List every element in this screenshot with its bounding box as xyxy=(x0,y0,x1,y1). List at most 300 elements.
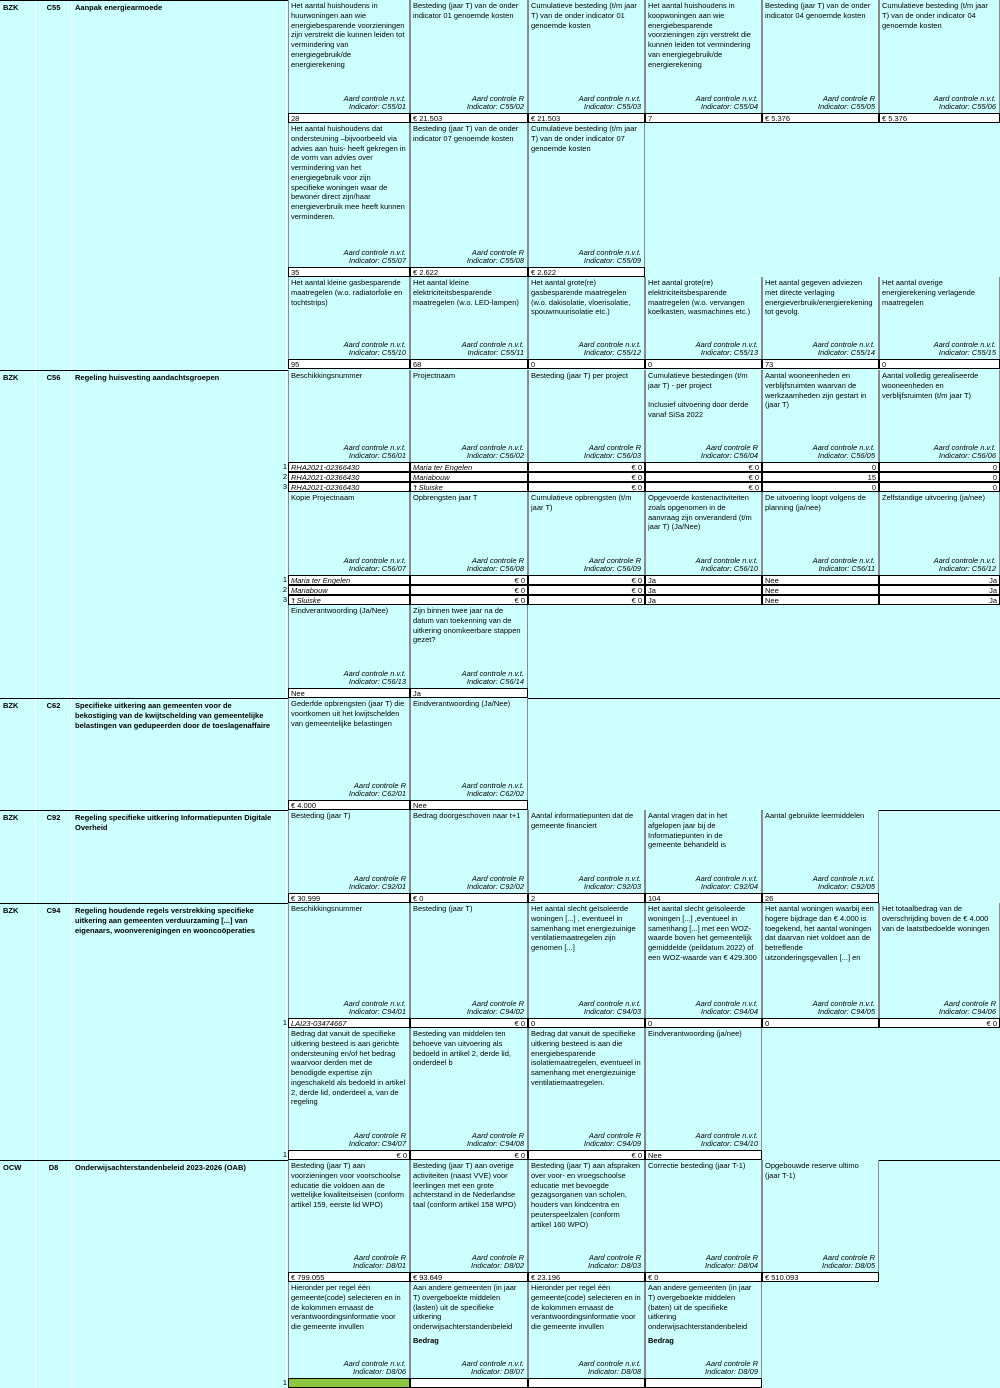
regulation-code: C55 xyxy=(36,1,72,370)
indicator-cell xyxy=(645,1028,762,1150)
indicator-description: Aan andere gemeenten (in jaar T) overgeboekte middelen (lasten) uit de specifieke uitkering onderwijsachterstandenbeleid xyxy=(413,1283,517,1331)
indicator-code: Indicator: C56/05 xyxy=(817,451,875,461)
control-type: Aard controle R xyxy=(353,1131,406,1141)
indicator-description: Hieronder per regel één gemeente(code) selecteren en in de kolommen ernaast de verantwoordingsinformatie voor die gemeente invullen xyxy=(531,1283,641,1331)
value-cell[interactable]: € 0 xyxy=(410,595,528,605)
regulation-code: C94 xyxy=(36,904,72,1160)
indicator-code: Indicator: C55/09 xyxy=(583,256,641,266)
indicator-description: Cumulatieve besteding (t/m jaar T) van de onder indicator 04 genoemde kosten xyxy=(882,1,988,30)
indicator-code: Indicator: C94/01 xyxy=(348,1007,406,1017)
indicator-description: Besteding (jaar T) aan afspraken over voor- en vroegschoolse educatie met bevoegde gezagsorganen van scholen, houders van kindcentra en peuterspeelzalen (conform artikel 160 WPO) xyxy=(531,1161,641,1229)
value-cell[interactable] xyxy=(528,1378,645,1388)
indicator-code: Indicator: C92/01 xyxy=(348,882,406,892)
control-type: Aard controle R xyxy=(588,556,641,566)
value-cell[interactable]: Nee xyxy=(288,688,410,698)
value-cell[interactable]: LAI23-03474667 xyxy=(288,1018,410,1028)
value-cell[interactable]: Maria ter Engelen xyxy=(410,462,528,472)
value-cell[interactable]: € 93.649 xyxy=(410,1272,528,1282)
control-type: Aard controle n.v.t. xyxy=(695,874,758,884)
value-cell[interactable]: 15 xyxy=(762,472,879,482)
indicator-code: Indicator: C55/06 xyxy=(938,102,996,112)
indicator-code: Indicator: C94/08 xyxy=(466,1139,524,1149)
indicator-description: Cumulatieve bestedingen (t/m jaar T) - per project Inclusief uitvoering door derde vanaf SiSa 2022 xyxy=(648,371,749,419)
row-number: 1 xyxy=(282,462,287,471)
indicator-cell xyxy=(528,1282,645,1378)
department-code: BZK xyxy=(0,811,36,903)
indicator-cell xyxy=(410,903,528,1018)
value-cell[interactable]: € 5.376 xyxy=(879,113,1000,123)
value-cell[interactable]: 0 xyxy=(762,482,879,492)
indicator-code: Indicator: C56/12 xyxy=(938,564,996,574)
indicator-code: Indicator: C62/01 xyxy=(348,789,406,799)
control-type: Aard controle n.v.t. xyxy=(461,781,524,791)
indicator-cell xyxy=(762,277,879,359)
value-cell[interactable]: 7 xyxy=(645,113,762,123)
indicator-code: Indicator: C62/02 xyxy=(466,789,524,799)
indicator-description: Eindverantwoording (Ja/Nee) xyxy=(291,606,389,615)
value-cell[interactable]: € 0 xyxy=(528,1150,645,1160)
value-cell[interactable]: 28 xyxy=(288,113,410,123)
indicator-description: Het aantal slecht geïsoleerde woningen [...] , eventueel in samenhang met energiezuinige ventilatiemaatregelen zijn genomen [...] xyxy=(531,904,636,952)
regulation-code: D8 xyxy=(36,1161,72,1388)
indicator-cell xyxy=(528,810,645,893)
indicator-description: Besteding (jaar T) aan voorzieningen voor voorschoolse educatie die voldoen aan de wettelijke kwaliteitseisen (conform artikel 159, eerste lid WPO) xyxy=(291,1161,404,1209)
indicator-cell xyxy=(288,903,410,1018)
indicator-code: Indicator: C55/14 xyxy=(817,348,875,358)
control-type: Aard controle n.v.t. xyxy=(812,556,875,566)
indicator-cell xyxy=(288,605,410,688)
row-number: 1 xyxy=(282,1150,287,1159)
value-cell[interactable]: € 4.000 xyxy=(288,800,410,810)
control-type: Aard controle n.v.t. xyxy=(933,340,996,350)
value-cell[interactable] xyxy=(645,1378,762,1388)
indicator-cell xyxy=(410,370,528,462)
indicator-cell xyxy=(410,698,528,800)
control-type: Aard controle R xyxy=(353,781,406,791)
regulation-title: Onderwijsachterstandenbeleid 2023-2026 (OAB) xyxy=(72,1161,287,1388)
regulation-title: Regeling houdende regels verstrekking specifieke uitkering aan gemeenten verduurzaming [...] van eigenaars, woonverenigingen en wooncoöperaties xyxy=(72,904,287,1160)
value-cell[interactable]: € 21.503 xyxy=(528,113,645,123)
indicator-code: Indicator: C55/07 xyxy=(348,256,406,266)
control-type: Aard controle n.v.t. xyxy=(343,1359,406,1369)
value-cell[interactable]: € 0 xyxy=(645,482,762,492)
indicator-code: Indicator: C55/03 xyxy=(583,102,641,112)
indicator-cell xyxy=(528,277,645,359)
indicator-cell xyxy=(288,1160,410,1272)
value-cell[interactable]: € 23.196 xyxy=(528,1272,645,1282)
indicator-description: Eindverantwoording (Ja/Nee) xyxy=(413,699,511,708)
indicator-description: Besteding (jaar T) aan overige activiteiten (naast VVE) voor leerlingen met een grote achterstand in de Nederlandse taal (conform artikel 158 WPO) xyxy=(413,1161,516,1209)
row-number: 3 xyxy=(282,482,287,491)
indicator-code: Indicator: D8/09 xyxy=(705,1367,758,1377)
control-type: Aard controle n.v.t. xyxy=(695,340,758,350)
indicator-code: Indicator: C56/02 xyxy=(466,451,524,461)
value-cell[interactable]: 68 xyxy=(410,359,528,369)
value-cell[interactable]: € 0 xyxy=(645,462,762,472)
indicator-code: Indicator: C92/04 xyxy=(700,882,758,892)
indicator-description: Besteding (jaar T) xyxy=(413,904,473,913)
value-cell[interactable]: 95 xyxy=(288,359,410,369)
control-type: Aard controle R xyxy=(471,999,524,1009)
indicator-cell xyxy=(879,370,1000,462)
control-type: Aard controle R xyxy=(471,874,524,884)
value-cell[interactable]: Ja xyxy=(645,575,762,585)
control-type: Aard controle n.v.t. xyxy=(812,340,875,350)
indicator-cell xyxy=(645,1282,762,1378)
value-cell[interactable]: 0 xyxy=(528,1018,645,1028)
indicator-code: Indicator: C56/07 xyxy=(348,564,406,574)
value-cell[interactable]: 0 xyxy=(879,482,1000,492)
department-code: BZK xyxy=(0,904,36,1160)
indicator-cell xyxy=(288,0,410,113)
control-type: Aard controle R xyxy=(705,443,758,453)
value-cell[interactable]: € 0 xyxy=(528,482,645,492)
control-type: Aard controle n.v.t. xyxy=(578,248,641,258)
department-code: OCW xyxy=(0,1161,36,1388)
value-cell[interactable]: € 0 xyxy=(528,595,645,605)
control-type: Aard controle R xyxy=(471,1131,524,1141)
indicator-cell xyxy=(879,277,1000,359)
control-type: Aard controle R xyxy=(471,556,524,566)
indicator-code: Indicator: C56/14 xyxy=(466,677,524,687)
value-cell[interactable]: € 0 xyxy=(288,1150,410,1160)
value-cell[interactable]: 26 xyxy=(762,893,879,903)
indicator-description: Opgebouwde reserve ultimo (jaar T-1) xyxy=(765,1161,859,1180)
indicator-cell xyxy=(288,1028,410,1150)
value-cell[interactable]: 't Sluiske xyxy=(288,595,410,605)
indicator-code: Indicator: C55/11 xyxy=(467,348,524,358)
control-type: Aard controle n.v.t. xyxy=(695,94,758,104)
indicator-cell xyxy=(645,370,762,462)
value-cell[interactable]: 't Sluiske xyxy=(410,482,528,492)
indicator-description: Kopie Projectnaam xyxy=(291,493,355,502)
value-cell[interactable]: Ja xyxy=(879,575,1000,585)
indicator-description: Beschikkingsnummer xyxy=(291,904,363,913)
value-cell[interactable]: € 0 xyxy=(528,472,645,482)
indicator-description: Het totaalbedrag van de overschrijding boven de € 4.000 van de laatstbedoelde woningen xyxy=(882,904,990,933)
value-cell[interactable]: Nee xyxy=(645,1150,762,1160)
value-cell[interactable]: Nee xyxy=(762,595,879,605)
control-type: Aard controle R xyxy=(705,1253,758,1263)
indicator-description: Beschikkingsnummer xyxy=(291,371,363,380)
indicator-cell xyxy=(762,810,879,893)
indicator-code: Indicator: C92/03 xyxy=(583,882,641,892)
indicator-code: Indicator: C55/12 xyxy=(583,348,641,358)
value-cell[interactable]: € 0 xyxy=(410,1150,528,1160)
value-cell[interactable]: € 2.622 xyxy=(410,267,528,277)
control-type: Aard controle R xyxy=(471,248,524,258)
row-number: 2 xyxy=(282,472,287,481)
row-number: 2 xyxy=(282,585,287,594)
indicator-cell xyxy=(528,492,645,575)
row-number: 3 xyxy=(282,595,287,604)
indicator-description: Aan andere gemeenten (in jaar T) overgeboekte middelen (baten) uit de specifieke uitkering onderwijsachterstandenbeleid xyxy=(648,1283,752,1331)
indicator-cell xyxy=(528,370,645,462)
value-cell[interactable]: Ja xyxy=(879,595,1000,605)
control-type: Aard controle n.v.t. xyxy=(578,999,641,1009)
value-cell[interactable]: € 0 xyxy=(410,585,528,595)
control-type: Aard controle n.v.t. xyxy=(461,443,524,453)
regulation-title: Specifieke uitkering aan gemeenten voor de bekostiging van de kwijtschelding van gemeentelijke belastingen van gedupeerden door de toeslagenaffaire xyxy=(72,699,287,810)
control-type: Aard controle n.v.t. xyxy=(343,94,406,104)
gemeente-select[interactable] xyxy=(288,1378,410,1388)
indicator-description: Het aantal slecht geïsoleerde woningen [...] ,eventueel in samenhang [...] met een WOZ-waarde boven het gemeentelijk gemiddelde (peildatum 2022) of een WOZ-waarde van € 429.300 xyxy=(648,904,757,962)
value-cell[interactable]: € 0 xyxy=(645,472,762,482)
indicator-cell xyxy=(528,0,645,113)
indicator-cell xyxy=(410,1028,528,1150)
control-type: Aard controle n.v.t. xyxy=(343,443,406,453)
indicator-description: Het aantal kleine elektriciteitsbesparende maatregelen (w.o. LED-lampen) xyxy=(413,278,519,307)
indicator-cell xyxy=(410,0,528,113)
indicator-code: Indicator: C94/02 xyxy=(466,1007,524,1017)
indicator-cell xyxy=(288,1282,410,1378)
value-cell[interactable]: Nee xyxy=(762,575,879,585)
value-cell[interactable]: Maria ter Engelen xyxy=(288,575,410,585)
indicator-code: Indicator: C55/10 xyxy=(348,348,406,358)
indicator-code: Indicator: C56/04 xyxy=(700,451,758,461)
control-type: Aard controle n.v.t. xyxy=(812,999,875,1009)
value-cell[interactable]: € 30.999 xyxy=(288,893,410,903)
value-cell[interactable]: Mariabouw xyxy=(288,585,410,595)
indicator-code: Indicator: D8/07 xyxy=(471,1367,524,1377)
indicator-cell xyxy=(288,492,410,575)
control-type: Aard controle n.v.t. xyxy=(812,443,875,453)
value-cell[interactable]: 35 xyxy=(288,267,410,277)
control-type: Aard controle R xyxy=(705,1359,758,1369)
indicator-description: Zelfstandige uitvoering (ja/nee) xyxy=(882,493,985,502)
regulation-code: C62 xyxy=(36,699,72,810)
control-type: Aard controle R xyxy=(822,94,875,104)
indicator-description: Het aantal grote(re) gasbesparende maatregelen (w.o. dakisolatie, vloerisolatie, spouwmuurisolatie etc.) xyxy=(531,278,631,317)
value-cell[interactable]: € 0 xyxy=(879,1018,1000,1028)
control-type: Aard controle n.v.t. xyxy=(343,556,406,566)
value-cell[interactable]: Ja xyxy=(645,585,762,595)
department-code: BZK xyxy=(0,699,36,810)
control-type: Aard controle R xyxy=(471,94,524,104)
value-cell[interactable]: Nee xyxy=(762,585,879,595)
value-cell[interactable]: Ja xyxy=(410,688,528,698)
value-cell[interactable]: Nee xyxy=(410,800,528,810)
control-type: Aard controle R xyxy=(353,1253,406,1263)
indicator-cell xyxy=(410,605,528,688)
indicator-description: Aantal volledig gerealiseerde wooneenheden en verblijfsruimten (t/m jaar T) xyxy=(882,371,979,400)
indicator-code: Indicator: D8/01 xyxy=(353,1261,406,1271)
indicator-description: Het aantal grote(re) elektriciteitsbesparende maatregelen (w.o. vervangen koelkasten, wasmachines etc.) xyxy=(648,278,751,317)
value-cell[interactable]: 0 xyxy=(879,359,1000,369)
indicator-description: Zijn binnen twee jaar na de datum van toekenning van de uitkering onomkeerbare stappen gezet? xyxy=(413,606,521,645)
indicator-description: Aantal gebruikte leermiddelen xyxy=(765,811,865,820)
indicator-description: Correctie besteding (jaar T-1) xyxy=(648,1161,746,1170)
control-type: Aard controle n.v.t. xyxy=(695,556,758,566)
value-cell[interactable]: € 0 xyxy=(528,585,645,595)
indicator-cell xyxy=(879,492,1000,575)
indicator-description: Cumulatieve opbrengsten (t/m jaar T) xyxy=(531,493,632,512)
indicator-cell xyxy=(645,1160,762,1272)
control-type: Aard controle R xyxy=(471,1253,524,1263)
indicator-description: Besteding (jaar T) per project xyxy=(531,371,628,380)
indicator-cell xyxy=(410,810,528,893)
amount-label: Bedrag xyxy=(648,1336,674,1345)
indicator-cell xyxy=(288,698,410,800)
value-cell[interactable]: 104 xyxy=(645,893,762,903)
indicator-cell xyxy=(762,1160,879,1272)
indicator-description: Het aantal overige energierekening verlagende maatregelen xyxy=(882,278,975,307)
value-cell[interactable]: 2 xyxy=(528,893,645,903)
value-cell[interactable]: € 5.376 xyxy=(762,113,879,123)
indicator-code: Indicator: D8/04 xyxy=(705,1261,758,1271)
indicator-cell xyxy=(528,1160,645,1272)
indicator-code: Indicator: D8/06 xyxy=(353,1367,406,1377)
control-type: Aard controle R xyxy=(588,443,641,453)
indicator-code: Indicator: C55/05 xyxy=(817,102,875,112)
indicator-cell xyxy=(645,0,762,113)
control-type: Aard controle n.v.t. xyxy=(578,1359,641,1369)
indicator-cell xyxy=(879,903,1000,1018)
indicator-code: Indicator: C55/02 xyxy=(466,102,524,112)
row-number: 1 xyxy=(282,575,287,584)
indicator-description: Het aantal gegeven adviezen met directe verlaging energieverbruik/energierekening tot gevolg. xyxy=(765,278,873,317)
indicator-description: Eindverantwoording (ja/nee) xyxy=(648,1029,742,1038)
value-cell[interactable]: 0 xyxy=(645,359,762,369)
indicator-code: Indicator: C94/07 xyxy=(348,1139,406,1149)
indicator-code: Indicator: C55/08 xyxy=(466,256,524,266)
indicator-cell xyxy=(528,1028,645,1150)
indicator-cell xyxy=(645,903,762,1018)
regulation-code: C56 xyxy=(36,371,72,698)
indicator-description: Het aantal kleine gasbesparende maatregelen (w.o. radiatorfolie en tochtstrips) xyxy=(291,278,403,307)
indicator-code: Indicator: C56/03 xyxy=(583,451,641,461)
indicator-description: Het aantal huishoudens in huurwoningen aan wie energiebesparende voorzieningen zijn verstrekt die kunnen leiden tot vermindering van energiegebruik/de energierekening xyxy=(291,1,405,69)
value-cell[interactable]: € 0 xyxy=(528,575,645,585)
indicator-cell xyxy=(762,370,879,462)
control-type: Aard controle n.v.t. xyxy=(578,340,641,350)
indicator-cell xyxy=(645,492,762,575)
value-cell[interactable]: 0 xyxy=(645,1018,762,1028)
indicator-description: Besteding (jaar T) van de onder indicator 01 genoemde kosten xyxy=(413,1,519,20)
indicator-description: Opbrengsten jaar T xyxy=(413,493,478,502)
control-type: Aard controle R xyxy=(943,999,996,1009)
indicator-code: Indicator: C94/10 xyxy=(700,1139,758,1149)
indicator-description: Cumulatieve besteding (t/m jaar T) van de onder indicator 07 genoemde kosten xyxy=(531,124,637,153)
indicator-description: Het aantal woningen waarbij een hogere bijdrage dan € 4.000 is toegekend, het aantal woningen dat daarvan niet voldoet aan de betreffende uitzonderingsgevallen [...] en xyxy=(765,904,874,962)
value-cell[interactable]: 0 xyxy=(879,472,1000,482)
indicator-cell xyxy=(410,123,528,267)
value-cell[interactable]: 0 xyxy=(762,1018,879,1028)
indicator-description: Besteding (jaar T) xyxy=(291,811,351,820)
value-cell[interactable]: 0 xyxy=(879,462,1000,472)
indicator-cell xyxy=(288,123,410,267)
department-code: BZK xyxy=(0,371,36,698)
indicator-code: Indicator: C94/09 xyxy=(583,1139,641,1149)
control-type: Aard controle n.v.t. xyxy=(343,669,406,679)
value-cell[interactable]: Mariabouw xyxy=(410,472,528,482)
value-cell[interactable]: € 510.093 xyxy=(762,1272,879,1282)
indicator-cell xyxy=(410,277,528,359)
indicator-description: Cumulatieve besteding (t/m jaar T) van de onder indicator 01 genoemde kosten xyxy=(531,1,637,30)
indicator-cell xyxy=(762,903,879,1018)
indicator-description: Besteding (jaar T) van de onder indicator 04 genoemde kosten xyxy=(765,1,871,20)
row-number: 1 xyxy=(282,1018,287,1027)
indicator-cell xyxy=(879,0,1000,113)
indicator-cell xyxy=(410,1282,528,1378)
value-cell[interactable]: RHA2021-02366430 xyxy=(288,472,410,482)
indicator-description: Aantal wooneenheden en verblijfsruimten waarvan de werkzaamheden zijn gestart in (jaar T) xyxy=(765,371,867,410)
indicator-description: Projectnaam xyxy=(413,371,456,380)
indicator-code: Indicator: C55/01 xyxy=(348,102,406,112)
indicator-code: Indicator: C92/05 xyxy=(817,882,875,892)
control-type: Aard controle n.v.t. xyxy=(933,556,996,566)
control-type: Aard controle R xyxy=(353,874,406,884)
value-cell[interactable]: € 2.622 xyxy=(528,267,645,277)
control-type: Aard controle n.v.t. xyxy=(578,94,641,104)
indicator-code: Indicator: C56/13 xyxy=(348,677,406,687)
indicator-code: Indicator: C94/06 xyxy=(938,1007,996,1017)
indicator-code: Indicator: D8/08 xyxy=(588,1367,641,1377)
indicator-cell xyxy=(645,277,762,359)
indicator-code: Indicator: C94/03 xyxy=(583,1007,641,1017)
value-cell[interactable]: Ja xyxy=(645,595,762,605)
indicator-cell xyxy=(762,492,879,575)
indicator-code: Indicator: C94/04 xyxy=(700,1007,758,1017)
indicator-code: Indicator: D8/03 xyxy=(588,1261,641,1271)
value-cell[interactable]: € 0 xyxy=(410,1018,528,1028)
value-cell[interactable]: 73 xyxy=(762,359,879,369)
indicator-code: Indicator: D8/05 xyxy=(822,1261,875,1271)
control-type: Aard controle n.v.t. xyxy=(461,340,524,350)
indicator-cell xyxy=(288,370,410,462)
value-cell[interactable]: RHA2021-02366430 xyxy=(288,482,410,492)
indicator-code: Indicator: C55/04 xyxy=(700,102,758,112)
value-cell[interactable]: 0 xyxy=(528,359,645,369)
value-cell[interactable] xyxy=(410,1378,528,1388)
indicator-description: Bedrag dat vanuit de specifieke uitkering besteed is aan die energiebesparende isolatiemaatregelen, eventueel in samenhang met energiezuinige ventilatiemaatregelen. xyxy=(531,1029,641,1087)
value-cell[interactable]: € 0 xyxy=(410,893,528,903)
indicator-description: Het aantal huishoudens in koopwoningen aan wie energiebesparende voorzieningen zijn verstrekt die kunnen leiden tot vermindering van energiegebruik/de energierekening xyxy=(648,1,751,69)
indicator-code: Indicator: C92/02 xyxy=(466,882,524,892)
indicator-description: Hieronder per regel één gemeente(code) selecteren en in de kolommen ernaast de verantwoordingsinformatie voor die gemeente invullen xyxy=(291,1283,401,1331)
regulation-code: C92 xyxy=(36,811,72,903)
indicator-code: Indicator: C55/15 xyxy=(938,348,996,358)
indicator-code: Indicator: C56/06 xyxy=(938,451,996,461)
value-cell[interactable]: € 0 xyxy=(410,575,528,585)
control-type: Aard controle n.v.t. xyxy=(933,443,996,453)
value-cell[interactable]: € 21.503 xyxy=(410,113,528,123)
indicator-description: Besteding (jaar T) van de onder indicator 07 genoemde kosten xyxy=(413,124,519,143)
value-cell[interactable]: Ja xyxy=(879,585,1000,595)
control-type: Aard controle R xyxy=(588,1131,641,1141)
indicator-cell xyxy=(288,810,410,893)
control-type: Aard controle R xyxy=(588,1253,641,1263)
value-cell[interactable]: € 0 xyxy=(645,1272,762,1282)
control-type: Aard controle n.v.t. xyxy=(812,874,875,884)
value-cell[interactable]: 0 xyxy=(762,462,879,472)
indicator-cell xyxy=(410,1160,528,1272)
indicator-code: Indicator: C56/10 xyxy=(700,564,758,574)
regulation-title: Aanpak energiearmoede xyxy=(72,1,287,370)
indicator-cell xyxy=(528,123,645,267)
value-cell[interactable]: RHA2021-02366430 xyxy=(288,462,410,472)
control-type: Aard controle n.v.t. xyxy=(578,874,641,884)
indicator-description: Opgevoerde kostenactiviteiten zoals opgenomen in de aanvraag zijn onveranderd (t/m jaar T) (Ja/Nee) xyxy=(648,493,752,532)
indicator-code: Indicator: D8/02 xyxy=(471,1261,524,1271)
value-cell[interactable]: € 0 xyxy=(528,462,645,472)
value-cell[interactable]: € 799.055 xyxy=(288,1272,410,1282)
control-type: Aard controle n.v.t. xyxy=(461,669,524,679)
department-code: BZK xyxy=(0,1,36,370)
regulation-title: Regeling specifieke uitkering Informatiepunten Digitale Overheid xyxy=(72,811,287,903)
indicator-cell xyxy=(288,277,410,359)
indicator-code: Indicator: C56/08 xyxy=(466,564,524,574)
